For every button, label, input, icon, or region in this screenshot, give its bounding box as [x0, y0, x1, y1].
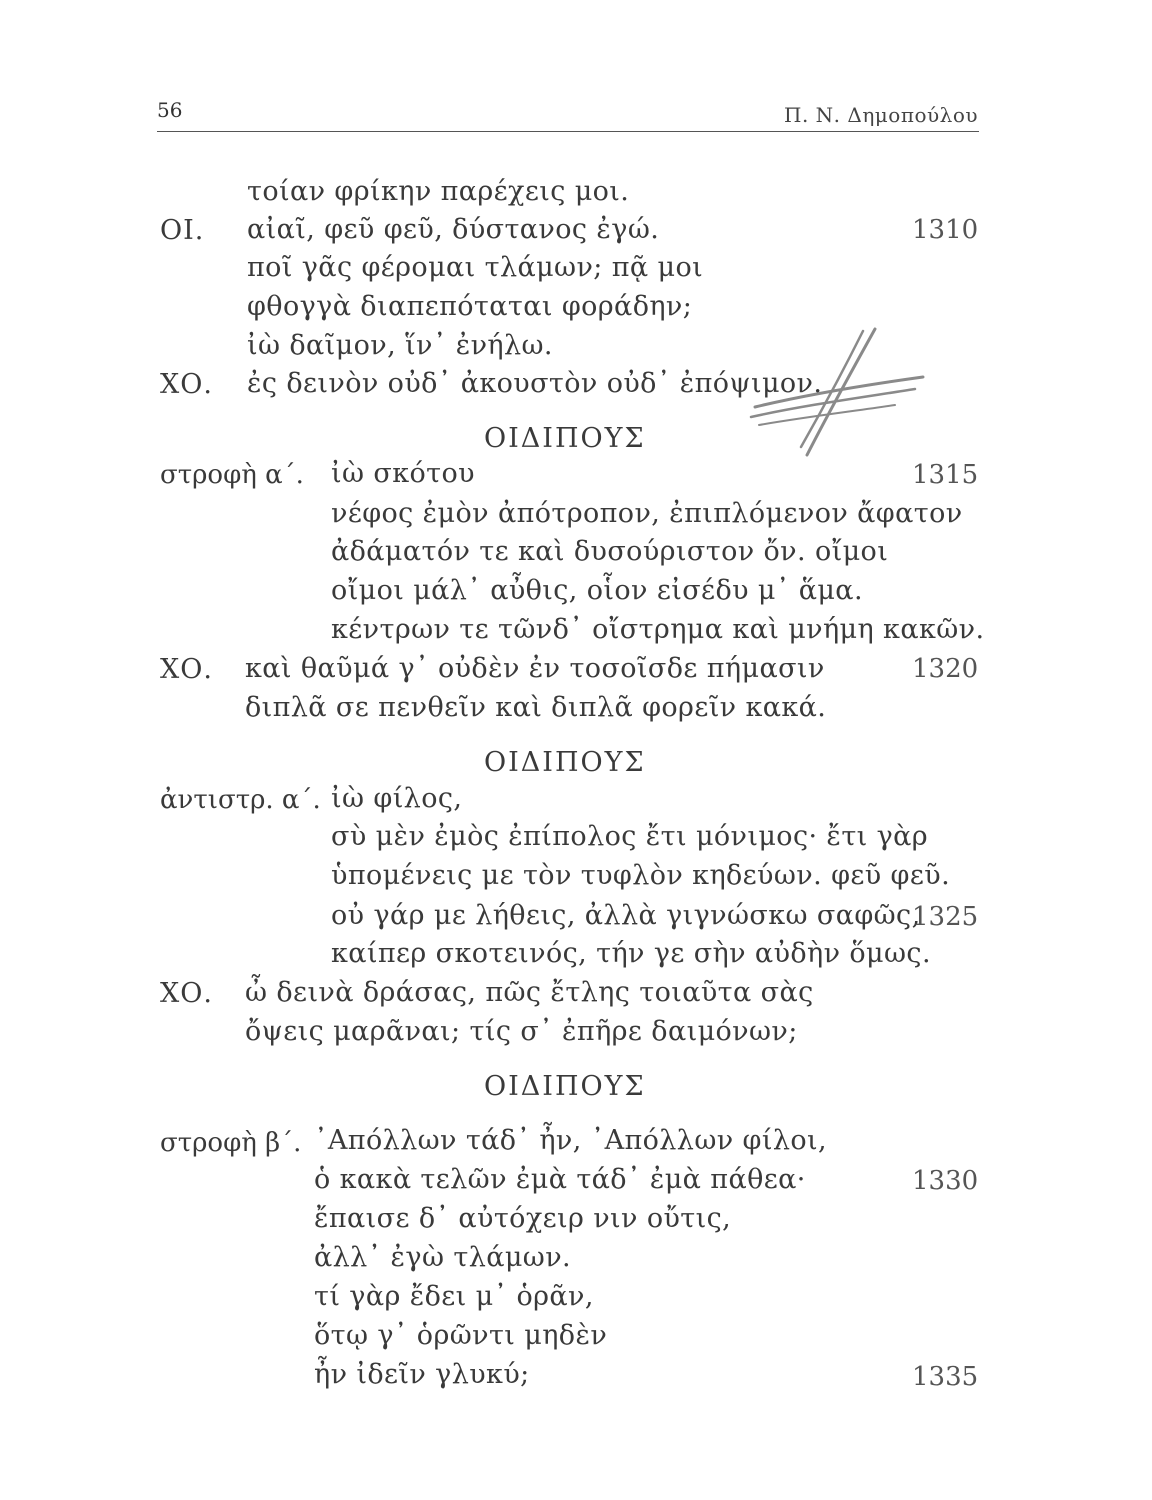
verse-line: τί γὰρ ἔδει μ᾽ ὁρᾶν,: [314, 1281, 594, 1312]
hash-scribble-icon: [745, 325, 930, 465]
line-number: 1335: [912, 1362, 979, 1392]
stanza-label: στροφὴ β΄.: [160, 1128, 302, 1158]
line-number: 1325: [912, 902, 979, 932]
verse-line: καίπερ σκοτεινός, τήν γε σὴν αὐδὴν ὅμως.: [331, 938, 931, 969]
verse-line: τοίαν φρίκην παρέχεις μοι.: [247, 176, 630, 207]
line-number: 1330: [912, 1166, 979, 1196]
verse-line: κέντρων τε τῶνδ᾽ οἴστρημα καὶ μνήμη κακῶν.: [331, 614, 985, 645]
verse-line: ἰὼ δαῖμον, ἵν᾽ ἐνήλω.: [247, 330, 553, 361]
verse-line: οἴμοι μάλ᾽ αὖθις, οἷον εἰσέδυ μ᾽ ἅμα.: [331, 575, 863, 606]
verse-line: ἰὼ σκότου: [331, 458, 475, 489]
header-rule: [157, 131, 979, 132]
speaker-label: ΧΟ.: [160, 978, 213, 1009]
line-number: 1310: [912, 215, 979, 245]
page-number: 56: [157, 98, 183, 122]
running-head-author: Π. Ν. Δημοπούλου: [784, 103, 979, 127]
verse-line: διπλᾶ σε πενθεῖν καὶ διπλᾶ φορεῖν κακά.: [245, 692, 827, 723]
verse-line: ἰὼ φίλος,: [331, 783, 463, 814]
verse-line: νέφος ἐμὸν ἀπότροπον, ἐπιπλόμενον ἄφατον: [331, 498, 963, 529]
verse-line: οὐ γάρ με λήθεις, ἀλλὰ γιγνώσκω σαφῶς,: [331, 900, 921, 931]
stanza-label: ἀντιστρ. α΄.: [160, 785, 321, 815]
section-heading: ΟΙΔΙΠΟΥΣ: [484, 423, 646, 454]
verse-line: ὅτῳ γ᾽ ὁρῶντι μηδὲν: [314, 1320, 608, 1351]
line-number: 1320: [912, 654, 979, 684]
verse-line: ἀδάματόν τε καὶ δυσούριστον ὄν. οἴμοι: [331, 536, 889, 567]
stanza-label: στροφὴ α΄.: [160, 460, 304, 490]
speaker-label: ΟΙ.: [160, 215, 205, 246]
verse-line: ᾽Απόλλων τάδ᾽ ἦν, ᾽Απόλλων φίλοι,: [314, 1125, 827, 1156]
verse-line: φθογγὰ διαπεπόταται φοράδην;: [247, 291, 693, 322]
verse-line: αἰαῖ, φεῦ φεῦ, δύστανος ἐγώ.: [247, 214, 660, 245]
line-number: 1315: [912, 460, 979, 490]
verse-line: ὑπομένεις με τὸν τυφλὸν κηδεύων. φεῦ φεῦ.: [331, 860, 951, 891]
speaker-label: ΧΟ.: [160, 654, 213, 685]
verse-line: σὺ μὲν ἐμὸς ἐπίπολος ἔτι μόνιμος· ἔτι γὰρ: [331, 821, 929, 852]
verse-line: ὄψεις μαρᾶναι; τίς σ᾽ ἐπῆρε δαιμόνων;: [245, 1016, 798, 1047]
section-heading: ΟΙΔΙΠΟΥΣ: [484, 747, 646, 778]
verse-line: ἀλλ᾽ ἐγὼ τλάμων.: [314, 1242, 572, 1273]
section-heading: ΟΙΔΙΠΟΥΣ: [484, 1071, 646, 1102]
verse-line: ποῖ γᾶς φέρομαι τλάμων; πᾷ μοι: [247, 252, 704, 283]
verse-line: ἦν ἰδεῖν γλυκύ;: [314, 1359, 530, 1390]
verse-line: ἐς δεινὸν οὐδ᾽ ἀκουστὸν οὐδ᾽ ἐπόψιμον.: [247, 368, 823, 399]
speaker-label: ΧΟ.: [160, 369, 213, 400]
verse-line: καὶ θαῦμά γ᾽ οὐδὲν ἐν τοσοῖσδε πήμασιν: [245, 653, 825, 684]
verse-line: ὁ κακὰ τελῶν ἐμὰ τάδ᾽ ἐμὰ πάθεα·: [314, 1164, 806, 1195]
verse-line: ἔπαισε δ᾽ αὐτόχειρ νιν οὔτις,: [314, 1203, 732, 1234]
verse-line: ὦ δεινὰ δράσας, πῶς ἔτλης τοιαῦτα σὰς: [245, 977, 814, 1008]
